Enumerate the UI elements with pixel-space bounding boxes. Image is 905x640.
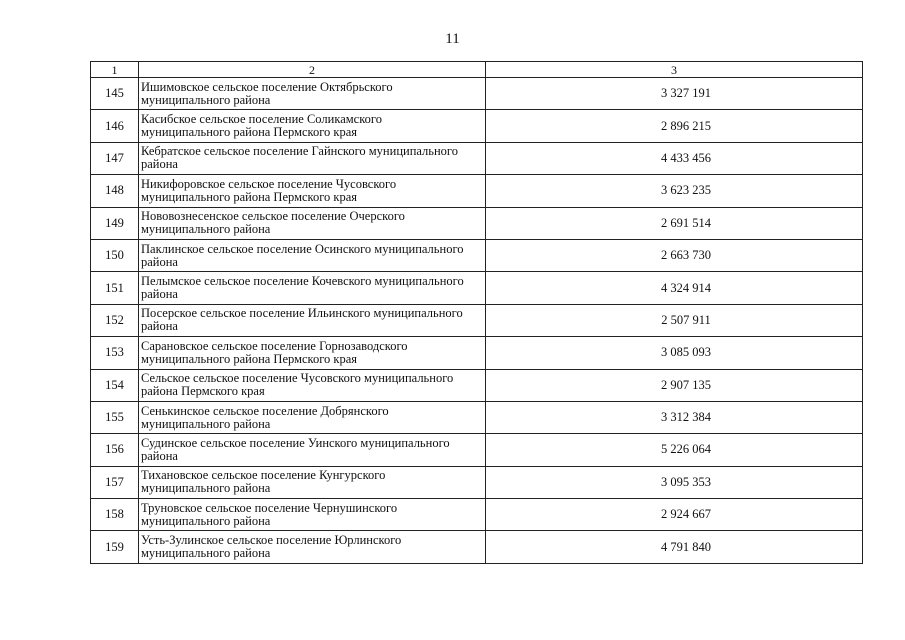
settlement-name-line-2: района: [141, 157, 178, 172]
amount-cell: 3 095 353: [486, 466, 863, 498]
row-number-cell: 152: [91, 304, 139, 336]
settlement-name-cell: [139, 142, 486, 174]
row-number-cell: 146: [91, 110, 139, 142]
row-number-cell: 153: [91, 337, 139, 369]
row-number-cell: 149: [91, 207, 139, 239]
settlement-name-cell: [139, 110, 486, 142]
row-number-cell: 148: [91, 175, 139, 207]
settlement-name-line-1: Никифоровское сельское поселение Чусовского: [141, 176, 397, 191]
settlement-name-line-1: Сельское сельское поселение Чусовского муниципального: [141, 371, 454, 386]
table-row: [91, 466, 863, 498]
table-body: [91, 62, 863, 564]
settlement-name-line-1: Сарановское сельское поселение Горнозаводского: [141, 338, 408, 353]
table-row: [91, 369, 863, 401]
table-row: [91, 304, 863, 336]
settlement-name-line-2: муниципального района Пермского края: [141, 125, 358, 140]
table-row: [91, 531, 863, 563]
row-number-cell: 154: [91, 369, 139, 401]
amount-cell: 2 907 135: [486, 369, 863, 401]
amount-cell: 4 324 914: [486, 272, 863, 304]
settlement-name-line-2: муниципального района Пермского края: [141, 189, 358, 204]
amount-cell: 2 896 215: [486, 110, 863, 142]
table-row: [91, 272, 863, 304]
settlement-name-line-1: Пелымское сельское поселение Кочевского муниципального: [141, 274, 464, 289]
amount-cell: 2 924 667: [486, 499, 863, 531]
settlement-name-line-2: района: [141, 448, 178, 463]
table-row: [91, 175, 863, 207]
row-number-cell: 158: [91, 499, 139, 531]
settlement-name-line-2: муниципального района Пермского края: [141, 351, 358, 366]
settlement-name-line-2: района: [141, 287, 178, 302]
table-row: [91, 239, 863, 271]
settlement-name-line-2: района: [141, 319, 178, 334]
amount-cell: 5 226 064: [486, 434, 863, 466]
settlement-name-line-2: муниципального района: [141, 546, 271, 561]
page-number: 11: [445, 31, 460, 47]
amount-cell: 3 085 093: [486, 337, 863, 369]
settlement-name-line-2: муниципального района: [141, 513, 271, 528]
settlement-name-line-1: Труновское сельское поселение Чернушинского: [141, 500, 398, 515]
settlement-name-cell: [139, 466, 486, 498]
settlement-name-line-1: Посерское сельское поселение Ильинского муниципального: [141, 306, 463, 321]
amount-cell: 4 433 456: [486, 142, 863, 174]
row-number-cell: 156: [91, 434, 139, 466]
amount-cell: 3 327 191: [486, 78, 863, 110]
table-row: [91, 499, 863, 531]
settlement-name-line-1: Судинское сельское поселение Уинского муниципального: [141, 435, 450, 450]
row-number-cell: 155: [91, 401, 139, 433]
settlement-name-line-1: Паклинское сельское поселение Осинского муниципального: [141, 241, 464, 256]
amount-cell: 3 312 384: [486, 401, 863, 433]
settlement-name-cell: [139, 337, 486, 369]
amount-cell: 2 663 730: [486, 239, 863, 271]
settlement-name-cell: [139, 401, 486, 433]
settlement-name-line-1: Усть-Зулинское сельское поселение Юрлинского: [141, 533, 402, 548]
settlement-name-line-1: Кебратское сельское поселение Гайнского муниципального: [141, 144, 458, 159]
settlement-name-line-2: района Пермского края: [141, 384, 265, 399]
settlements-table: [90, 61, 863, 564]
settlement-name-line-1: Тихановское сельское поселение Кунгурского: [141, 468, 386, 483]
settlement-name-cell: [139, 499, 486, 531]
table-row: [91, 434, 863, 466]
settlement-name-cell: [139, 239, 486, 271]
amount-cell: 3 623 235: [486, 175, 863, 207]
settlement-name-line-1: Сенькинское сельское поселение Добрянского: [141, 403, 389, 418]
settlement-name-line-1: Нововознесенское сельское поселение Очерского: [141, 209, 405, 224]
settlement-name-cell: [139, 272, 486, 304]
settlement-name-cell: [139, 78, 486, 110]
amount-cell: 2 507 911: [486, 304, 863, 336]
row-number-cell: 150: [91, 239, 139, 271]
settlement-name-cell: [139, 531, 486, 563]
settlement-name-cell: [139, 434, 486, 466]
table-row: [91, 110, 863, 142]
table-row: [91, 337, 863, 369]
settlement-name-line-1: Ишимовское сельское поселение Октябрьского: [141, 79, 393, 94]
row-number-cell: 145: [91, 78, 139, 110]
row-number-cell: 157: [91, 466, 139, 498]
column-header-amount: 3: [486, 62, 863, 78]
settlement-name-cell: [139, 175, 486, 207]
settlement-name-line-1: Касибское сельское поселение Соликамского: [141, 112, 382, 127]
table-row: [91, 401, 863, 433]
column-header-name: 2: [139, 62, 486, 78]
row-number-cell: 159: [91, 531, 139, 563]
settlement-name-cell: [139, 207, 486, 239]
row-number-cell: 147: [91, 142, 139, 174]
table-row: [91, 78, 863, 110]
settlement-name-line-2: муниципального района: [141, 481, 271, 496]
column-header-number: 1: [91, 62, 139, 78]
amount-cell: 2 691 514: [486, 207, 863, 239]
settlement-name-line-2: муниципального района: [141, 92, 271, 107]
settlement-name-line-2: муниципального района: [141, 416, 271, 431]
table-header-row: [91, 62, 863, 78]
table-row: [91, 142, 863, 174]
row-number-cell: 151: [91, 272, 139, 304]
settlement-name-line-2: муниципального района: [141, 222, 271, 237]
table-row: [91, 207, 863, 239]
amount-cell: 4 791 840: [486, 531, 863, 563]
settlement-name-cell: [139, 369, 486, 401]
settlement-name-line-2: района: [141, 254, 178, 269]
settlement-name-cell: [139, 304, 486, 336]
